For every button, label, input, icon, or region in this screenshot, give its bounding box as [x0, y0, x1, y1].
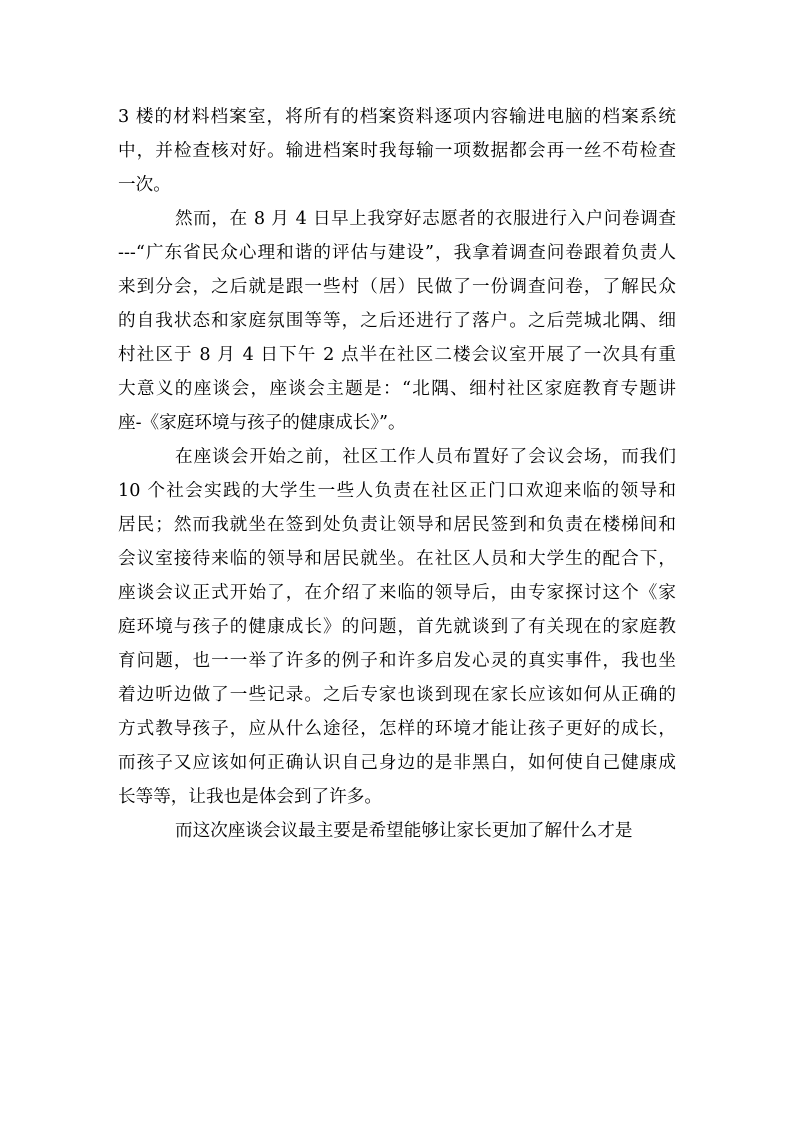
paragraph-3-line-9: 方式教导孩子，应从什么途径，怎样的环境才能让孩子更好的成长，	[118, 719, 676, 739]
paragraph-3-line-5: 座谈会议正式开始了，在介绍了来临的领导后，由专家探讨这个《家	[118, 583, 676, 603]
paragraph-2-line-2: ---“广东省民众心理和谐的评估与建设”，我拿着调查问卷跟着负责人	[118, 243, 676, 263]
paragraph-3-line-8: 着边听边做了一些记录。之后专家也谈到现在家长应该如何从正确的	[118, 685, 676, 705]
paragraph-1-line-1: 3 楼的材料档案室，将所有的档案资料逐项内容输进电脑的档案系统	[118, 107, 676, 127]
paragraph-1-line-2: 中，并检查核对好。输进档案时我每输一项数据都会再一丝不苟检查	[118, 141, 676, 161]
paragraph-2-line-5: 村社区于 8 月 4 日下午 2 点半在社区二楼会议室开展了一次具有重	[118, 345, 676, 365]
paragraph-2-line-4: 的自我状态和家庭氛围等等，之后还进行了落户。之后莞城北隅、细	[118, 311, 676, 331]
paragraph-3-line-2: 10 个社会实践的大学生一些人负责在社区正门口欢迎来临的领导和	[118, 481, 676, 501]
paragraph-3-line-6: 庭环境与孩子的健康成长》的问题，首先就谈到了有关现在的家庭教	[118, 617, 676, 637]
paragraph-3-line-1: 在座谈会开始之前，社区工作人员布置好了会议会场，而我们	[175, 447, 676, 467]
paragraph-3-line-10: 而孩子又应该如何正确认识自己身边的是非黑白，如何使自己健康成	[118, 753, 676, 773]
paragraph-2-line-1: 然而，在 8 月 4 日早上我穿好志愿者的衣服进行入户问卷调查	[175, 209, 676, 229]
paragraph-2-line-3: 来到分会，之后就是跟一些村（居）民做了一份调查问卷，了解民众	[118, 277, 676, 297]
paragraph-4-line-1: 而这次座谈会议最主要是希望能够让家长更加了解什么才是	[175, 821, 633, 841]
paragraph-3-line-11: 长等等，让我也是体会到了许多。	[118, 787, 382, 807]
paragraph-2-line-7: 座-《家庭环境与孩子的健康成长》”。	[118, 413, 406, 433]
paragraph-3-line-7: 育问题，也一一举了许多的例子和许多启发心灵的真实事件，我也坐	[118, 651, 676, 671]
paragraph-3-line-4: 会议室接待来临的领导和居民就坐。在社区人员和大学生的配合下，	[118, 549, 676, 569]
paragraph-2-line-6: 大意义的座谈会，座谈会主题是：“北隅、细村社区家庭教育专题讲	[118, 379, 676, 399]
paragraph-1-line-3: 一次。	[118, 175, 171, 195]
paragraph-3-line-3: 居民；然而我就坐在签到处负责让领导和居民签到和负责在楼梯间和	[118, 515, 676, 535]
document-body	[118, 100, 676, 848]
